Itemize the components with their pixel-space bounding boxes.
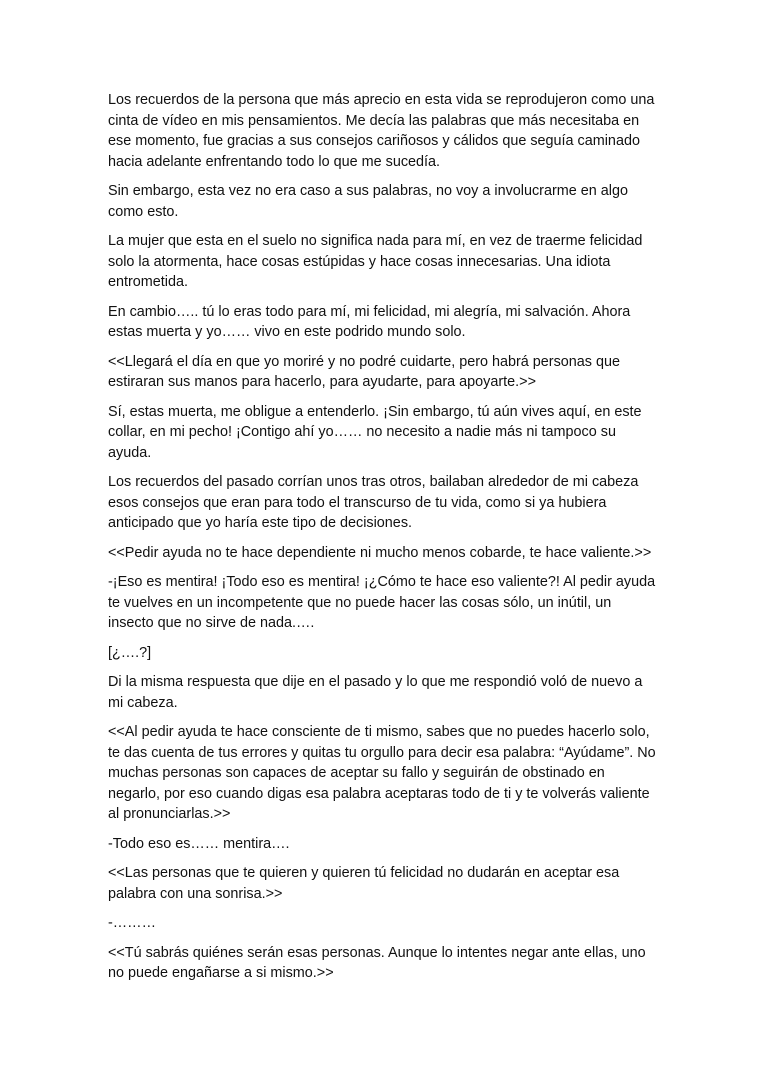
- paragraph-3: La mujer que esta en el suelo no significa nada para mí, en vez de traerme felicidad solo la atormenta, hace cosas estúpidas y hace cosas innecesarias. Una idiota entrometida.: [108, 233, 643, 290]
- paragraph-13: -Todo eso es…… mentira….: [108, 835, 290, 852]
- paragraph-10: [¿….?]: [108, 644, 152, 661]
- paragraph-11: Di la misma respuesta que dije en el pasado y lo que me respondió voló de nuevo a mi cabeza.: [108, 674, 643, 711]
- paragraph-4: En cambio….. tú lo eras todo para mí, mi felicidad, mi alegría, mi salvación. Ahora estas muerta y yo…… vivo en este podrido mundo solo.: [108, 303, 631, 340]
- paragraph-14: <<Las personas que te quieren y quieren tú felicidad no dudarán en aceptar esa palabra con una sonrisa.>>: [108, 865, 620, 902]
- document-page: [108, 90, 656, 993]
- paragraph-1: Los recuerdos de la persona que más aprecio en esta vida se reprodujeron como una cinta de vídeo en mis pensamientos. Me decía las palabras que más necesitaba en ese momento, fue gracias a sus consejos cariñosos y cálidos que seguía caminado hacia adelante enfrentando todo lo que me sucedía.: [108, 92, 655, 170]
- paragraph-7: Los recuerdos del pasado corrían unos tras otros, bailaban alrededor de mi cabeza esos consejos que eran para todo el transcurso de tu vida, como si ya hubiera anticipado que yo haría este tipo de decisiones.: [108, 474, 639, 531]
- paragraph-15: -………: [108, 915, 156, 931]
- paragraph-16: <<Tú sabrás quiénes serán esas personas. Aunque lo intentes negar ante ellas, uno no puede engañarse a si mismo.>>: [108, 944, 646, 981]
- paragraph-2: Sin embargo, esta vez no era caso a sus palabras, no voy a involucrarme en algo como esto.: [108, 183, 628, 220]
- paragraph-6: Sí, estas muerta, me obligue a entenderlo. ¡Sin embargo, tú aún vives aquí, en este collar, en mi pecho! ¡Contigo ahí yo…… no necesito a nadie más ni tampoco su ayuda.: [108, 403, 642, 461]
- paragraph-8: <<Pedir ayuda no te hace dependiente ni mucho menos cobarde, te hace valiente.>>: [108, 544, 652, 561]
- paragraph-5: <<Llegará el día en que yo moriré y no podré cuidarte, pero habrá personas que estiraran sus manos para hacerlo, para ayudarte, para apoyarte.>>: [108, 353, 621, 390]
- paragraph-12: <<Al pedir ayuda te hace consciente de ti mismo, sabes que no puedes hacerlo solo, te das cuenta de tus errores y quitas tu orgullo para decir esa palabra: “Ayúdame”. No muchas personas son capaces de aceptar su fallo y seguirán de obstinado en negarlo, por eso cuando digas esa palabra aceptaras todo de ti y te volverás valiente al pronunciarlas.>>: [108, 724, 656, 822]
- paragraph-9: -¡Eso es mentira! ¡Todo eso es mentira! ¡¿Cómo te hace eso valiente?! Al pedir ayuda te vuelves en un incompetente que no puede hacer las cosas sólo, un inútil, un insecto que no sirve de nada.….: [108, 574, 656, 631]
